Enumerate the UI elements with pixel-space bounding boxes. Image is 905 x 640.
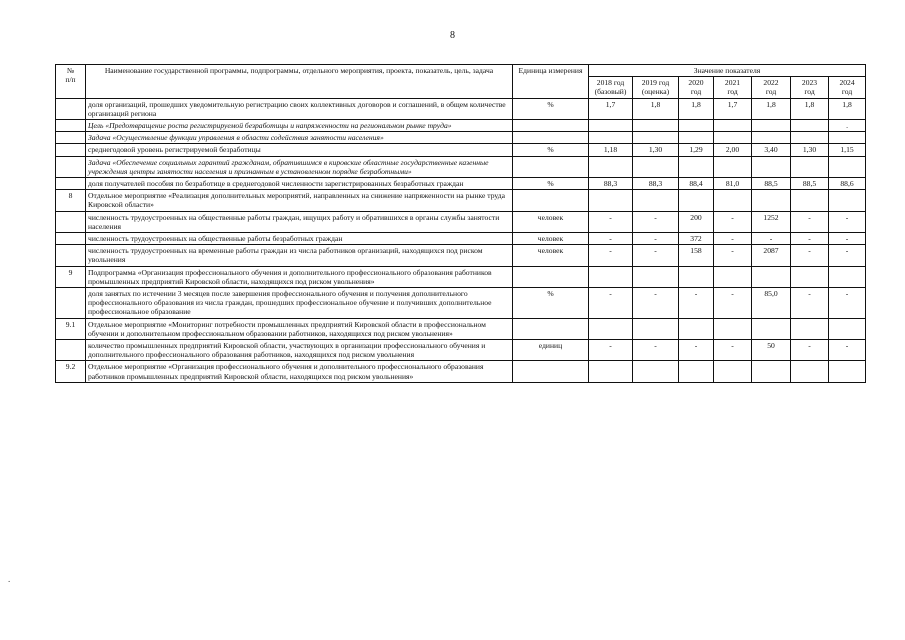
header-year: [829, 77, 866, 98]
row-value: 1252: [752, 211, 791, 232]
page-number: 8: [450, 30, 455, 41]
row-value: 158: [679, 245, 714, 266]
row-value: [829, 132, 866, 144]
row-value: [633, 132, 679, 144]
row-value: [633, 361, 679, 382]
row-value: -: [829, 233, 866, 245]
row-number: 9.2: [56, 361, 86, 382]
table-row: [56, 156, 866, 177]
row-value: 1,30: [791, 144, 829, 156]
row-number: 9: [56, 266, 86, 287]
row-value: [714, 132, 752, 144]
row-value: -: [829, 211, 866, 232]
row-number: [56, 156, 86, 177]
row-unit: %: [513, 178, 589, 190]
row-value: -: [589, 288, 633, 319]
row-value: [829, 190, 866, 211]
row-value: [829, 318, 866, 339]
header-year-label: 2023: [801, 78, 818, 88]
row-value: 88,3: [589, 178, 633, 190]
row-unit: человек: [513, 245, 589, 266]
row-unit: человек: [513, 233, 589, 245]
row-value: [791, 266, 829, 287]
row-value: [679, 190, 714, 211]
row-value: [752, 120, 791, 132]
row-value: -: [679, 340, 714, 361]
table-row: [56, 178, 866, 190]
row-value: -: [589, 245, 633, 266]
row-number: [56, 340, 86, 361]
row-value: 372: [679, 233, 714, 245]
row-value: [714, 156, 752, 177]
row-value: 1,8: [791, 98, 829, 119]
row-unit: [513, 361, 589, 382]
row-name: доля организаций, прошедших уведомительную регистрацию своих коллективных договоров и соглашений, в общем количестве организаций региона: [86, 98, 513, 119]
row-value: -: [633, 288, 679, 319]
row-value: [589, 120, 633, 132]
row-value: [829, 156, 866, 177]
row-number: [56, 233, 86, 245]
header-year-note: (оценка): [641, 87, 670, 97]
row-name: Отдельное мероприятие «Реализация дополнительных мероприятий, направленных на снижение напряженности на рынке труда Кировской области»: [86, 190, 513, 211]
row-value: [752, 361, 791, 382]
row-value: 2087: [752, 245, 791, 266]
row-name: численность трудоустроенных на временные работы граждан из числа работников организаций, находящихся под риском увольнения: [86, 245, 513, 266]
row-name: численность трудоустроенных на общественные работы безработных граждан: [86, 233, 513, 245]
row-value: [679, 361, 714, 382]
row-value: [589, 132, 633, 144]
row-value: [714, 266, 752, 287]
table-row: [56, 288, 866, 319]
row-value: 2,00: [714, 144, 752, 156]
row-value: [679, 266, 714, 287]
header-year: [752, 77, 791, 98]
header-year: [633, 77, 679, 98]
row-unit: [513, 318, 589, 339]
header-year: [714, 77, 752, 98]
row-value: -: [714, 233, 752, 245]
table-row: [56, 340, 866, 361]
row-value: [829, 361, 866, 382]
row-number: [56, 178, 86, 190]
row-value: [714, 120, 752, 132]
header-year-note: год: [841, 87, 853, 97]
table-row: [56, 132, 866, 144]
row-value: 50: [752, 340, 791, 361]
header-unit: Единица измерения: [513, 65, 589, 99]
row-value: 1,7: [589, 98, 633, 119]
row-value: [791, 120, 829, 132]
row-value: 88,4: [679, 178, 714, 190]
table-row: [56, 245, 866, 266]
row-value: [633, 156, 679, 177]
header-year: [679, 77, 714, 98]
header-num: № п/п: [56, 65, 86, 99]
row-value: [714, 361, 752, 382]
row-value: -: [714, 245, 752, 266]
table-body: [56, 98, 866, 382]
row-unit: [513, 120, 589, 132]
row-value: -: [829, 245, 866, 266]
header-year-label: 2021: [724, 78, 741, 88]
table-row: [56, 266, 866, 287]
row-name: Цель «Предотвращение роста регистрируемой безработицы и напряженности на региональном рынке труда»: [86, 120, 513, 132]
row-value: -: [829, 288, 866, 319]
header-name: Наименование государственной программы, подпрограммы, отдельного мероприятия, проекта, показатель, цель, задача: [86, 65, 513, 99]
header-year: [791, 77, 829, 98]
row-value: [679, 318, 714, 339]
row-number: [56, 211, 86, 232]
row-unit: %: [513, 98, 589, 119]
row-value: 1,7: [714, 98, 752, 119]
row-value: -: [791, 340, 829, 361]
row-value: -: [829, 340, 866, 361]
header-year-label: 2020: [688, 78, 704, 88]
row-value: -: [714, 211, 752, 232]
row-name: Отдельное мероприятие «Мониторинг потребности промышленных предприятий Кировской области в профессиональном обучении и дополнительном профессиональном образовании работников, находящихся под риском увольнения»: [86, 318, 513, 339]
row-value: -: [633, 233, 679, 245]
row-value: 88,3: [633, 178, 679, 190]
header-values-group: Значение показателя: [589, 65, 866, 77]
row-value: [791, 361, 829, 382]
row-value: -: [791, 211, 829, 232]
header-year-label: 2019 год: [641, 78, 670, 88]
row-value: [752, 190, 791, 211]
row-number: [56, 132, 86, 144]
row-value: 88,5: [791, 178, 829, 190]
row-value: [589, 318, 633, 339]
row-unit: человек: [513, 211, 589, 232]
row-value: 1,15: [829, 144, 866, 156]
row-name: Задача «Осуществление функции управления в области содействия занятости населения»: [86, 132, 513, 144]
row-value: -: [714, 288, 752, 319]
header-year: [589, 77, 633, 98]
row-name: количество промышленных предприятий Кировской области, участвующих в организации профессионального обучения и дополнительного профессионального образования работников, находящихся под риском увольнения: [86, 340, 513, 361]
table-row: [56, 190, 866, 211]
header-year-label: 2022: [763, 78, 779, 88]
row-value: [752, 318, 791, 339]
row-value: [589, 266, 633, 287]
row-name: Отдельное мероприятие «Организация профессионального обучения и дополнительного профессионального образования работников промышленных предприятий Кировской области, находящихся под риском увольнения»: [86, 361, 513, 382]
row-value: [791, 156, 829, 177]
row-value: -: [633, 340, 679, 361]
table-row: [56, 361, 866, 382]
row-value: -: [633, 245, 679, 266]
row-name: численность трудоустроенных на общественные работы граждан, ищущих работу и обратившихся в органы службы занятости населения: [86, 211, 513, 232]
row-value: -: [679, 288, 714, 319]
table-row: [56, 120, 866, 132]
table-row: [56, 144, 866, 156]
table-row: [56, 318, 866, 339]
header-row-1: [56, 65, 866, 77]
row-value: 1,8: [679, 98, 714, 119]
row-value: 88,5: [752, 178, 791, 190]
row-value: -: [714, 340, 752, 361]
row-unit: [513, 132, 589, 144]
row-value: -: [752, 233, 791, 245]
row-value: 85,0: [752, 288, 791, 319]
row-value: -: [589, 211, 633, 232]
row-value: [589, 156, 633, 177]
header-year-label: 2024: [839, 78, 855, 88]
row-value: [679, 132, 714, 144]
row-unit: [513, 190, 589, 211]
row-value: 1,8: [633, 98, 679, 119]
row-value: 200: [679, 211, 714, 232]
row-value: 1,8: [829, 98, 866, 119]
row-value: -: [589, 233, 633, 245]
row-value: [752, 156, 791, 177]
indicator-table: [55, 64, 866, 383]
row-number: [56, 120, 86, 132]
row-value: 81,0: [714, 178, 752, 190]
row-value: [791, 318, 829, 339]
row-value: 88,6: [829, 178, 866, 190]
row-number: [56, 245, 86, 266]
row-value: [752, 266, 791, 287]
row-value: [791, 132, 829, 144]
row-value: -: [589, 340, 633, 361]
table-row: [56, 98, 866, 119]
row-number: 9.1: [56, 318, 86, 339]
row-value: [714, 190, 752, 211]
table-row: [56, 233, 866, 245]
row-unit: %: [513, 144, 589, 156]
row-value: [633, 190, 679, 211]
row-value: 1,29: [679, 144, 714, 156]
row-value: [633, 266, 679, 287]
row-value: 1,18: [589, 144, 633, 156]
row-value: 3,40: [752, 144, 791, 156]
header-year-note: год: [765, 87, 777, 97]
row-number: 8: [56, 190, 86, 211]
row-value: -: [791, 288, 829, 319]
row-value: [829, 266, 866, 287]
row-value: [633, 318, 679, 339]
header-year-label: 2018 год: [596, 78, 625, 88]
row-value: [714, 318, 752, 339]
row-name: среднегодовой уровень регистрируемой безработицы: [86, 144, 513, 156]
row-number: [56, 288, 86, 319]
header-year-note: год: [727, 87, 738, 97]
header-year-note: (базовый): [594, 87, 627, 97]
row-value: [752, 132, 791, 144]
row-value: [791, 190, 829, 211]
row-name: доля занятых по истечении 3 месяцев после завершения профессионального обучения и получения дополнительного профессионального образования из числа граждан, прошедших профессиональное обучение и получивших дополнительное профессиональное образование: [86, 288, 513, 319]
row-number: [56, 98, 86, 119]
row-value: 1,30: [633, 144, 679, 156]
row-value: -: [791, 245, 829, 266]
header-year-note: год: [804, 87, 815, 97]
row-unit: [513, 266, 589, 287]
row-number: [56, 144, 86, 156]
table-row: [56, 211, 866, 232]
row-name: Подпрограмма «Организация профессионального обучения и дополнительного профессионального образования работников промышленных предприятий Кировской области, находящихся под риском увольнения»: [86, 266, 513, 287]
row-value: [679, 156, 714, 177]
row-value: -: [791, 233, 829, 245]
row-value: [679, 120, 714, 132]
row-value: [633, 120, 679, 132]
row-value: .: [829, 120, 866, 132]
row-unit: [513, 156, 589, 177]
row-unit: %: [513, 288, 589, 319]
stray-mark: .: [8, 574, 11, 584]
row-value: -: [633, 211, 679, 232]
row-value: [589, 190, 633, 211]
row-name: доля получателей пособия по безработице в среднегодовой численности зарегистрированных безработных граждан: [86, 178, 513, 190]
row-unit: единиц: [513, 340, 589, 361]
row-value: [589, 361, 633, 382]
header-year-note: год: [690, 87, 702, 97]
row-value: 1,8: [752, 98, 791, 119]
row-name: Задача «Обеспечение социальных гарантий гражданам, обратившимся в кировские областные государственные казенные учреждения центры занятости населения и признанным в установленном порядке безработными»: [86, 156, 513, 177]
